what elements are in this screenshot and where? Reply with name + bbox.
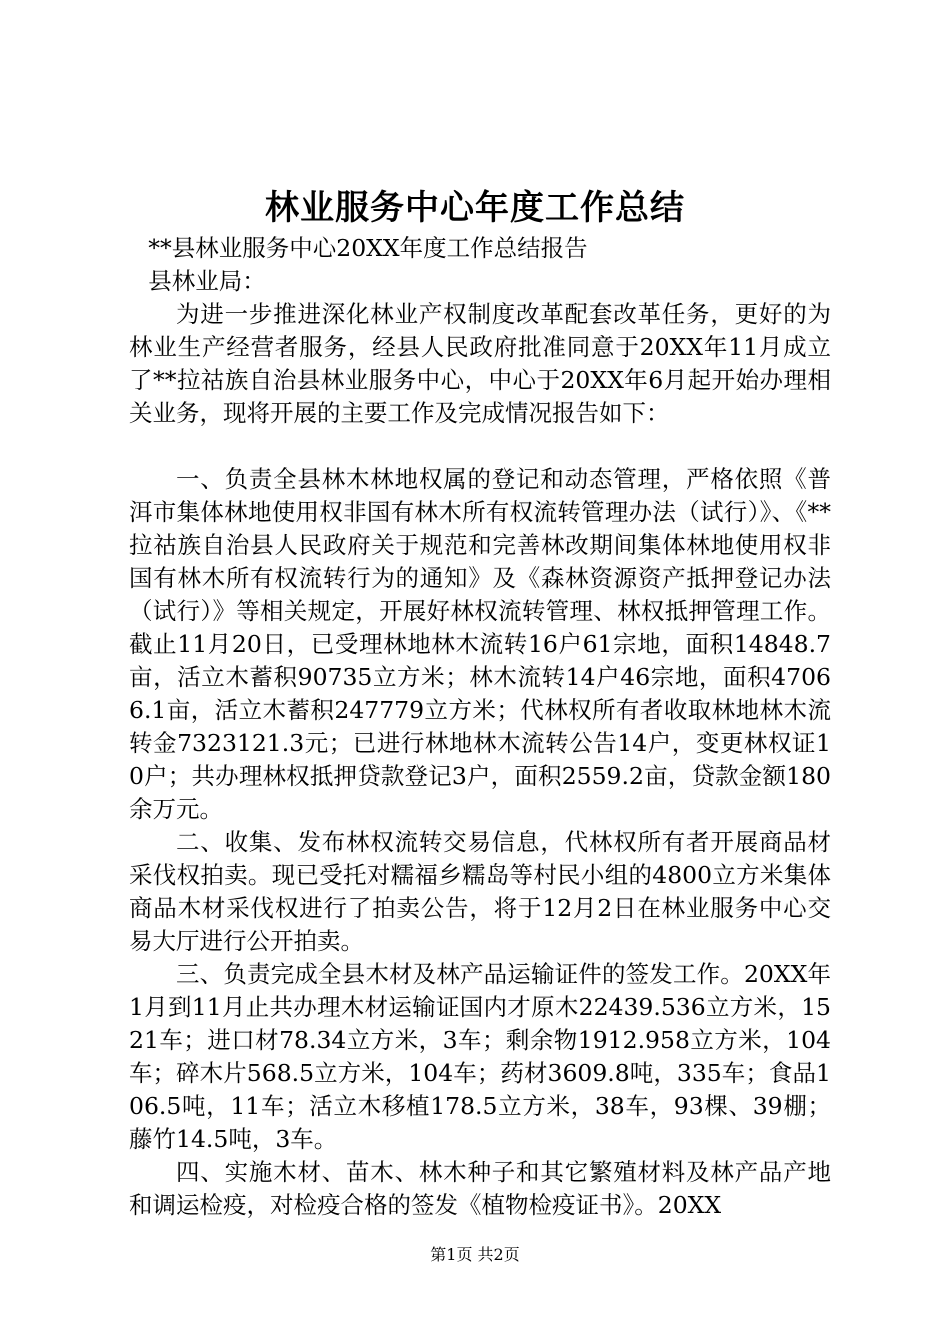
addressee-line: 县林业局： [148, 267, 266, 295]
section-one-paragraph: 一、负责全县林木林地权属的登记和动态管理，严格依照《普洱市集体林地使用权非国有林木所有权流转管理办法（试行）》、《**拉祜族自治县人民政府关于规范和完善林改期间集体林地使用权非国有林木所有权流转行为的通知》及《森林资源资产抵押登记办法（试行）》等相关规定，开展好林权流转管理、林权抵押管理工作。截止11月20日，已受理林地林木流转16户61宗地，面积14848.7亩，活立木蓄积90735立方米；林木流转14户46宗地，面积47066.1亩，活立木蓄积247779立方米；代林权所有者收取林地林木流转金7323121.3元；已进行林地林木流转公告14户，变更林权证10户；共办理林权抵押贷款登记3户，面积2559.2亩，贷款金额180余万元。 [129, 465, 831, 823]
page-indicator: 第1页 共2页 [430, 1245, 520, 1264]
intro-paragraph: 为进一步推进深化林业产权制度改革配套改革任务，更好的为林业生产经营者服务，经县人民政府批准同意于20XX年11月成立了**拉祜族自治县林业服务中心，中心于20XX年6月起开始办理相关业务，现将开展的主要工作及完成情况报告如下： [129, 300, 831, 427]
section-two-paragraph: 二、收集、发布林权流转交易信息，代林权所有者开展商品材采伐权拍卖。现已受托对糯福乡糯岛等村民小组的4800立方米集体商品木材采伐权进行了拍卖公告，将于12月2日在林业服务中心交易大厅进行公开拍卖。 [129, 828, 831, 955]
section-four-paragraph: 四、实施木材、苗木、林木种子和其它繁殖材料及林产品产地和调运检疫，对检疫合格的签发《植物检疫证书》。20XX [129, 1158, 831, 1219]
document-body [129, 232, 831, 1222]
report-subtitle: **县林业服务中心20XX年度工作总结报告 [148, 234, 588, 262]
document-title: 林业服务中心年度工作总结 [265, 188, 685, 228]
section-three-paragraph: 三、负责完成全县木材及林产品运输证件的签发工作。20XX年1月到11月止共办理木材运输证国内才原木22439.536立方米，1521车；进口材78.34立方米，3车；剩余物1912.958立方米，104车；碎木片568.5立方米，104车；药材3609.8吨，335车；食品106.5吨，11车；活立木移植178.5立方米，38车，93棵、39棚；藤竹14.5吨，3车。 [129, 960, 831, 1153]
